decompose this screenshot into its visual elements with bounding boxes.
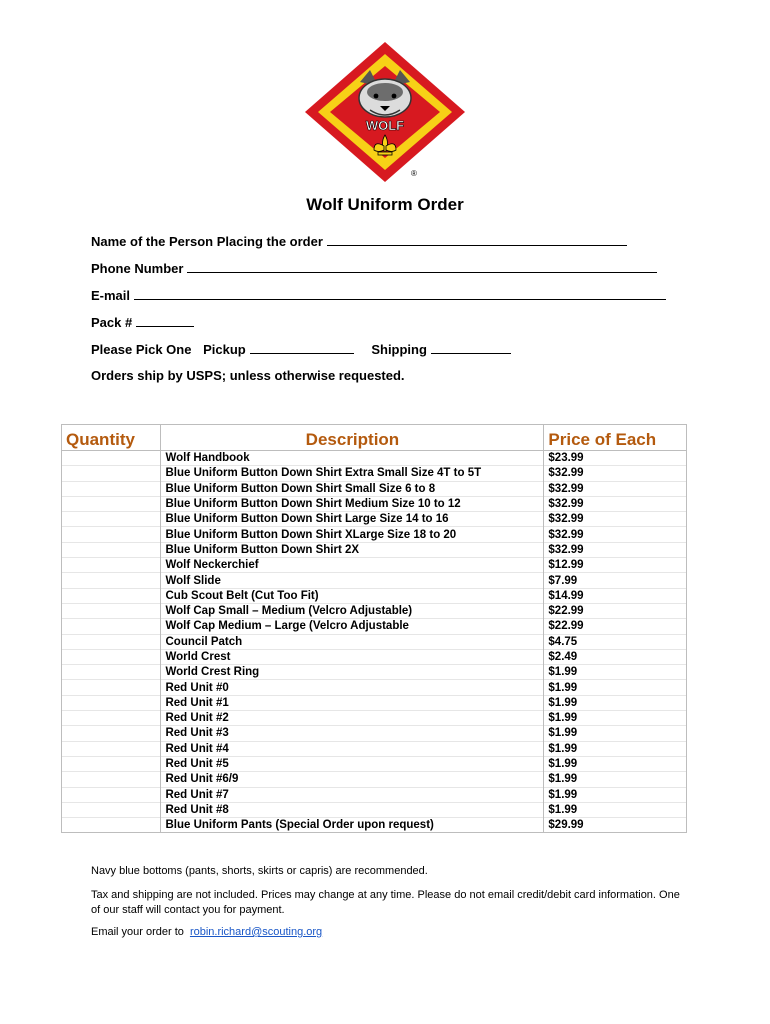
- table-row: [62, 787, 687, 802]
- table-row: [62, 772, 687, 787]
- price-cell: $22.99: [544, 603, 687, 618]
- description-cell: World Crest: [161, 649, 544, 664]
- order-rows: [62, 451, 687, 833]
- table-row: [62, 481, 687, 496]
- table-row: [62, 649, 687, 664]
- price-cell: $1.99: [544, 787, 687, 802]
- table-row: [62, 466, 687, 481]
- table-row: [62, 756, 687, 771]
- price-cell: $12.99: [544, 558, 687, 573]
- price-cell: $23.99: [544, 451, 687, 466]
- pick-one-field: [91, 341, 511, 357]
- price-cell: $22.99: [544, 619, 687, 634]
- price-cell: $2.49: [544, 649, 687, 664]
- quantity-cell[interactable]: [62, 558, 161, 573]
- description-cell: Wolf Handbook: [161, 451, 544, 466]
- price-cell: $1.99: [544, 772, 687, 787]
- price-cell: $1.99: [544, 695, 687, 710]
- header-quantity: Quantity: [62, 425, 161, 451]
- price-cell: $32.99: [544, 496, 687, 511]
- quantity-cell[interactable]: [62, 481, 161, 496]
- header-description: Description: [161, 425, 544, 451]
- pickup-label: Pickup: [203, 342, 246, 357]
- email-field[interactable]: [91, 287, 666, 303]
- table-row: [62, 619, 687, 634]
- quantity-cell[interactable]: [62, 756, 161, 771]
- name-blank[interactable]: [327, 233, 627, 246]
- table-row: [62, 496, 687, 511]
- table-row: [62, 802, 687, 817]
- header-price: Price of Each: [544, 425, 687, 451]
- price-cell: $1.99: [544, 726, 687, 741]
- quantity-cell[interactable]: [62, 466, 161, 481]
- ship-note: Orders ship by USPS; unless otherwise requested.: [91, 368, 405, 383]
- quantity-cell[interactable]: [62, 695, 161, 710]
- price-cell: $29.99: [544, 818, 687, 833]
- table-row: [62, 527, 687, 542]
- quantity-cell[interactable]: [62, 588, 161, 603]
- price-cell: $32.99: [544, 481, 687, 496]
- shipping-blank[interactable]: [431, 341, 511, 354]
- email-blank[interactable]: [134, 287, 666, 300]
- page-title: Wolf Uniform Order: [306, 195, 464, 214]
- quantity-cell[interactable]: [62, 619, 161, 634]
- table-row: [62, 558, 687, 573]
- quantity-cell[interactable]: [62, 634, 161, 649]
- table-row: [62, 512, 687, 527]
- phone-blank[interactable]: [187, 260, 657, 273]
- price-cell: $7.99: [544, 573, 687, 588]
- price-cell: $32.99: [544, 512, 687, 527]
- description-cell: Blue Uniform Button Down Shirt Large Size 14 to 16: [161, 512, 544, 527]
- name-label: Name of the Person Placing the order: [91, 234, 323, 249]
- price-cell: $14.99: [544, 588, 687, 603]
- price-cell: $1.99: [544, 756, 687, 771]
- table-row: [62, 542, 687, 557]
- description-cell: Blue Uniform Button Down Shirt Medium Size 10 to 12: [161, 496, 544, 511]
- price-cell: $32.99: [544, 466, 687, 481]
- quantity-cell[interactable]: [62, 772, 161, 787]
- description-cell: Red Unit #4: [161, 741, 544, 756]
- order-table: [61, 424, 687, 833]
- shipping-label: Shipping: [371, 342, 427, 357]
- quantity-cell[interactable]: [62, 512, 161, 527]
- quantity-cell[interactable]: [62, 573, 161, 588]
- logo-text: WOLF: [365, 118, 405, 133]
- quantity-cell[interactable]: [62, 665, 161, 680]
- quantity-cell[interactable]: [62, 542, 161, 557]
- table-row: [62, 603, 687, 618]
- table-row: [62, 680, 687, 695]
- price-cell: $1.99: [544, 802, 687, 817]
- quantity-cell[interactable]: [62, 818, 161, 833]
- description-cell: Red Unit #7: [161, 787, 544, 802]
- price-cell: $1.99: [544, 680, 687, 695]
- quantity-cell[interactable]: [62, 741, 161, 756]
- quantity-cell[interactable]: [62, 787, 161, 802]
- description-cell: Blue Uniform Button Down Shirt 2X: [161, 542, 544, 557]
- description-cell: Wolf Neckerchief: [161, 558, 544, 573]
- table-row: [62, 695, 687, 710]
- quantity-cell[interactable]: [62, 496, 161, 511]
- pack-label: Pack #: [91, 315, 133, 330]
- description-cell: Council Patch: [161, 634, 544, 649]
- description-cell: Blue Uniform Button Down Shirt Small Size 6 to 8: [161, 481, 544, 496]
- table-row: [62, 634, 687, 649]
- quantity-cell[interactable]: [62, 603, 161, 618]
- table-row: [62, 588, 687, 603]
- email-link[interactable]: robin.richard@scouting.org: [189, 926, 323, 938]
- email-prefix: Email your order to: [91, 926, 184, 938]
- pack-blank[interactable]: [136, 314, 194, 327]
- pick-label: Please Pick One: [91, 342, 192, 357]
- description-cell: Wolf Slide: [161, 573, 544, 588]
- description-cell: Blue Uniform Button Down Shirt XLarge Size 18 to 20: [161, 527, 544, 542]
- description-cell: Red Unit #8: [161, 802, 544, 817]
- quantity-cell[interactable]: [62, 451, 161, 466]
- table-row: [62, 818, 687, 833]
- wolf-rank-logo: [300, 40, 470, 190]
- email-note: [91, 925, 691, 940]
- description-cell: Cub Scout Belt (Cut Too Fit): [161, 588, 544, 603]
- tax-note: Tax and shipping are not included. Prices may change at any time. Please do not email credit/debit card information. One of our staff will contact you for payment.: [91, 889, 680, 916]
- price-cell: $32.99: [544, 527, 687, 542]
- name-field[interactable]: [91, 233, 627, 249]
- quantity-cell[interactable]: [62, 527, 161, 542]
- registered-mark: ®: [411, 169, 417, 178]
- description-cell: Red Unit #0: [161, 680, 544, 695]
- description-cell: Red Unit #5: [161, 756, 544, 771]
- quantity-cell[interactable]: [62, 802, 161, 817]
- description-cell: Red Unit #2: [161, 711, 544, 726]
- price-cell: $1.99: [544, 665, 687, 680]
- description-cell: Wolf Cap Small – Medium (Velcro Adjustable): [161, 603, 544, 618]
- price-cell: $32.99: [544, 542, 687, 557]
- phone-field[interactable]: [91, 260, 657, 276]
- pack-field[interactable]: [91, 314, 194, 330]
- quantity-cell[interactable]: [62, 680, 161, 695]
- table-row: [62, 451, 687, 466]
- table-row: [62, 573, 687, 588]
- quantity-cell[interactable]: [62, 711, 161, 726]
- table-row: [62, 741, 687, 756]
- table-row: [62, 665, 687, 680]
- quantity-cell[interactable]: [62, 726, 161, 741]
- description-cell: Red Unit #6/9: [161, 772, 544, 787]
- table-row: [62, 711, 687, 726]
- price-cell: $1.99: [544, 711, 687, 726]
- quantity-cell[interactable]: [62, 649, 161, 664]
- email-label: E-mail: [91, 288, 131, 303]
- price-cell: $4.75: [544, 634, 687, 649]
- table-row: [62, 726, 687, 741]
- description-cell: Red Unit #3: [161, 726, 544, 741]
- table-header-row: [62, 425, 687, 451]
- bottoms-note: Navy blue bottoms (pants, shorts, skirts or capris) are recommended.: [91, 865, 428, 877]
- phone-label: Phone Number: [91, 261, 184, 276]
- description-cell: Blue Uniform Button Down Shirt Extra Small Size 4T to 5T: [161, 466, 544, 481]
- price-cell: $1.99: [544, 741, 687, 756]
- description-cell: Wolf Cap Medium – Large (Velcro Adjustable: [161, 619, 544, 634]
- pickup-blank[interactable]: [250, 341, 354, 354]
- description-cell: Red Unit #1: [161, 695, 544, 710]
- description-cell: Blue Uniform Pants (Special Order upon request): [161, 818, 544, 833]
- description-cell: World Crest Ring: [161, 665, 544, 680]
